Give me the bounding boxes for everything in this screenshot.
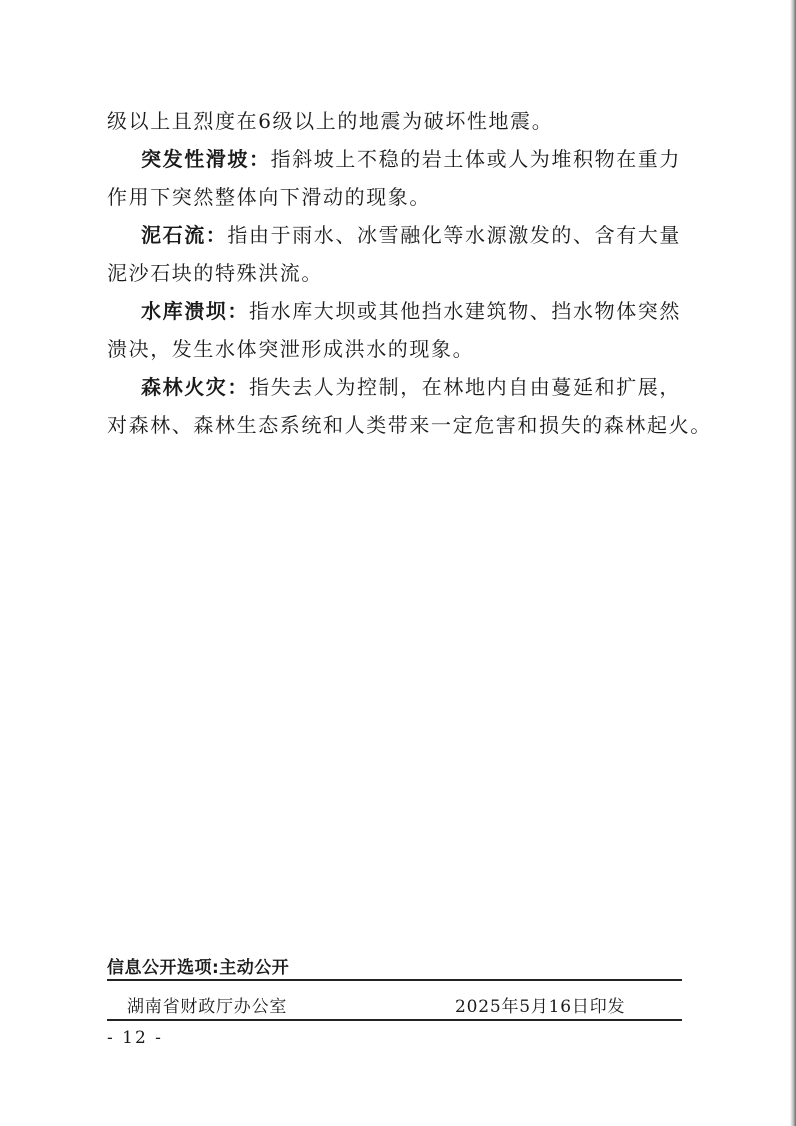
divider-top — [107, 979, 682, 981]
definition-landslide — [107, 140, 689, 178]
term-debris-flow: 泥石流： — [141, 223, 228, 247]
continuation-line: 级以上且烈度在6级以上的地震为破坏性地震。 — [107, 109, 554, 133]
page-number: - 12 - — [107, 1028, 163, 1048]
document-body — [107, 102, 712, 444]
definition-forest-fire-cont: 对森林、森林生态系统和人类带来一定危害和损失的森林起火。 — [107, 413, 712, 437]
term-landslide: 突发性滑坡： — [141, 147, 271, 171]
term-dam-break: 水库溃坝： — [141, 299, 249, 323]
issuer-name: 湖南省财政厅办公室 — [127, 997, 288, 1017]
definition-text: 指斜坡上不稳的岩土体或人为堆积物在重力 — [270, 147, 682, 171]
definition-dam-break-cont: 溃决，发生水体突泄形成洪水的现象。 — [107, 337, 475, 361]
definition-dam-break — [107, 292, 689, 330]
term-forest-fire: 森林火灾： — [141, 375, 249, 399]
definition-landslide-cont: 作用下突然整体向下滑动的现象。 — [107, 185, 431, 209]
definition-debris-flow — [107, 216, 689, 254]
definition-text: 指失去人为控制，在林地内自由蔓延和扩展， — [249, 375, 681, 399]
disclosure-option: 信息公开选项:主动公开 — [107, 958, 290, 978]
divider-bottom — [107, 1019, 682, 1021]
issue-date: 2025年5月16日印发 — [455, 997, 626, 1017]
definition-text: 指水库大坝或其他挡水建筑物、挡水物体突然 — [249, 299, 681, 323]
definition-debris-flow-cont: 泥沙石块的特殊洪流。 — [107, 261, 323, 285]
definition-text: 指由于雨水、冰雪融化等水源激发的、含有大量 — [227, 223, 682, 247]
definition-forest-fire — [107, 368, 689, 406]
scan-edge — [790, 0, 796, 1126]
